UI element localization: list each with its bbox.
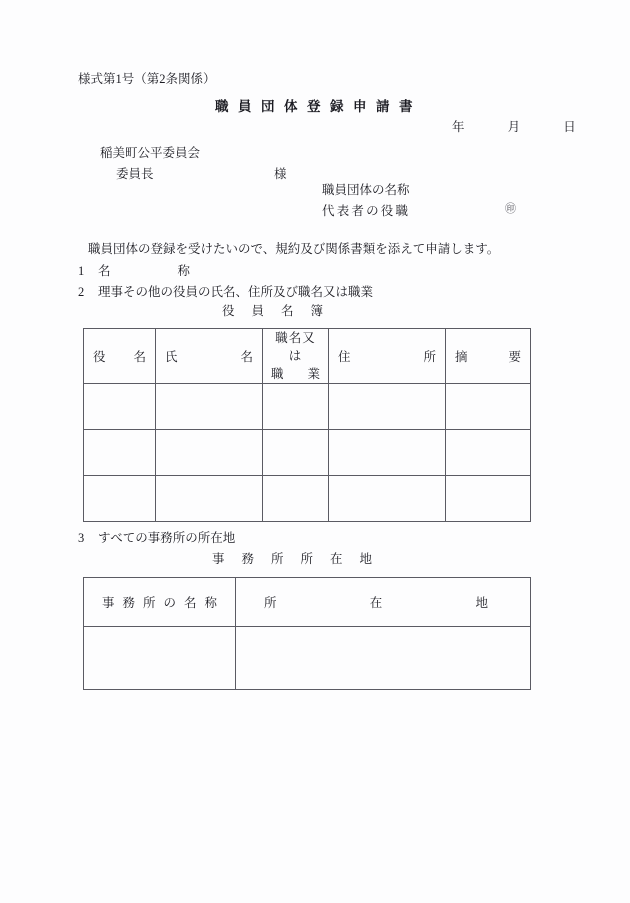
roster-cell-shimei[interactable]: [156, 384, 263, 430]
document-title: 職員団体登録申請書: [215, 99, 422, 114]
table-row: [84, 430, 531, 476]
addressee-organization: 稲美町公平委員会: [100, 146, 201, 160]
roster-table-header-row: [84, 329, 531, 384]
item-2-label: 理事その他の役員の氏名、住所及び職名又は職業: [98, 285, 374, 299]
roster-header-tekiyou: [446, 329, 531, 384]
roster-header-tekiyou-last: 要: [508, 350, 521, 365]
roster-cell-tekiyou[interactable]: [446, 384, 531, 430]
roster-header-shimei-first: 氏: [165, 350, 178, 365]
table-row: [84, 476, 531, 522]
item-3-number: 3: [78, 531, 85, 545]
office-table: [83, 577, 531, 690]
item-1-number: 1: [78, 264, 85, 278]
roster-header-yakumei: [84, 329, 156, 384]
roster-header-shimei: [156, 329, 263, 384]
office-cell-name[interactable]: [84, 627, 236, 690]
seal-icon: ㊞: [505, 203, 516, 215]
roster-cell-jusho[interactable]: [329, 476, 446, 522]
applicant-representative-title-label: 代表者の役職: [322, 204, 411, 218]
roster-header-jusho: [329, 329, 446, 384]
roster-cell-tekiyou[interactable]: [446, 430, 531, 476]
office-header-name: [84, 578, 236, 627]
table-row: [84, 384, 531, 430]
roster-cell-yakumei[interactable]: [84, 384, 156, 430]
roster-cell-jusho[interactable]: [329, 384, 446, 430]
roster-header-yakumei-last: 名: [133, 350, 146, 365]
roster-header-shokumei-first: 職: [271, 367, 284, 382]
office-table-heading: 事務所所在地: [212, 552, 390, 566]
roster-cell-shokumei[interactable]: [263, 476, 329, 522]
office-table-header-row: [84, 578, 531, 627]
roster-header-jusho-first: 住: [338, 350, 351, 365]
table-row: [84, 627, 531, 690]
roster-cell-shokumei[interactable]: [263, 430, 329, 476]
roster-cell-jusho[interactable]: [329, 430, 446, 476]
roster-table: [83, 328, 531, 522]
roster-header-tekiyou-first: 摘: [455, 350, 468, 365]
roster-cell-yakumei[interactable]: [84, 430, 156, 476]
roster-header-shimei-last: 名: [240, 350, 253, 365]
roster-cell-shokumei[interactable]: [263, 384, 329, 430]
roster-header-shokumei-last: 業: [307, 367, 320, 382]
date-line: 年 月 日: [452, 120, 596, 134]
roster-cell-shimei[interactable]: [156, 476, 263, 522]
body-sentence: 職員団体の登録を受けたいので、規約及び関係書類を添えて申請します。: [88, 242, 500, 256]
roster-header-shokumei: [263, 329, 329, 384]
office-cell-location[interactable]: [236, 627, 531, 690]
office-header-location-last: 地: [475, 596, 488, 610]
roster-cell-yakumei[interactable]: [84, 476, 156, 522]
office-header-location-middle: 在: [369, 596, 383, 610]
roster-cell-tekiyou[interactable]: [446, 476, 531, 522]
form-number: 様式第1号（第2条関係）: [78, 72, 216, 86]
addressee-title: 委員長: [116, 167, 154, 181]
applicant-organization-name-label: 職員団体の名称: [322, 183, 410, 197]
roster-table-heading: 役員名簿: [222, 304, 341, 318]
office-header-name-label: 事務所の名称: [101, 596, 225, 610]
office-header-location-first: 所: [264, 596, 277, 610]
roster-header-jusho-last: 所: [423, 350, 436, 365]
item-1-label: 名 称: [98, 264, 205, 278]
item-3-label: すべての事務所の所在地: [98, 531, 236, 545]
item-2-number: 2: [78, 285, 85, 299]
office-header-location: [236, 578, 531, 627]
roster-cell-shimei[interactable]: [156, 430, 263, 476]
roster-header-shokumei-line1: 職名又は: [275, 331, 316, 364]
addressee-honorific: 様: [274, 167, 287, 181]
roster-header-yakumei-first: 役: [93, 350, 106, 365]
